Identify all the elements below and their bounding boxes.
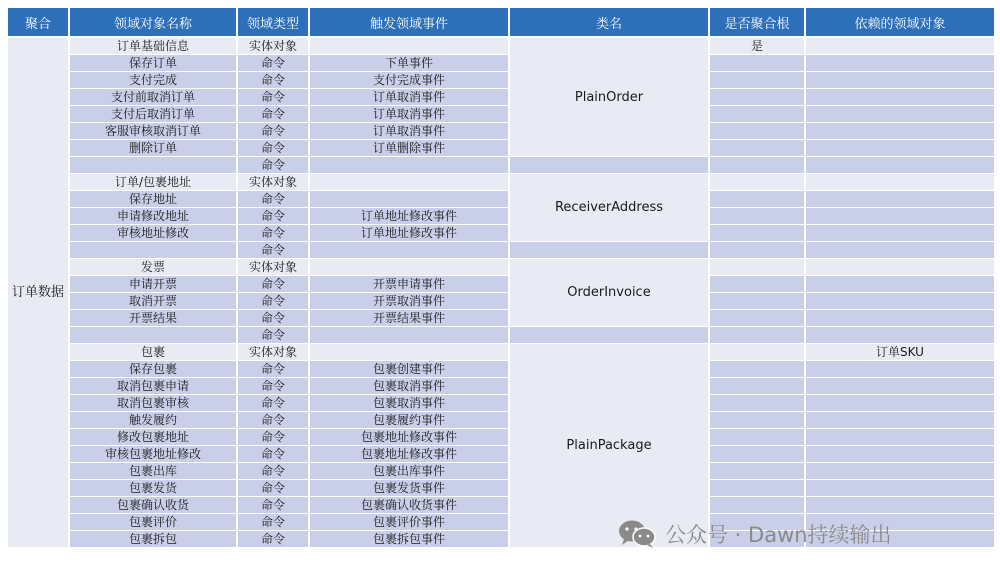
- dependency-cell: [805, 327, 995, 344]
- table-row: [7, 463, 995, 480]
- object-name-cell: 取消开票: [69, 293, 237, 310]
- is-root-cell: [709, 89, 805, 106]
- is-root-cell: [709, 412, 805, 429]
- domain-type-cell: 命令: [237, 72, 309, 89]
- object-name-cell: 支付前取消订单: [69, 89, 237, 106]
- event-cell: [309, 191, 509, 208]
- domain-type-cell: 命令: [237, 89, 309, 106]
- table-row: [7, 293, 995, 310]
- domain-type-cell: 命令: [237, 242, 309, 259]
- table-row: [7, 259, 995, 276]
- domain-type-cell: 命令: [237, 463, 309, 480]
- domain-table-container: [6, 6, 994, 548]
- table-row: [7, 480, 995, 497]
- event-cell: 支付完成事件: [309, 72, 509, 89]
- object-name-cell: 开票结果: [69, 310, 237, 327]
- aggregate-cell: 订单数据: [7, 37, 69, 548]
- domain-type-cell: 命令: [237, 480, 309, 497]
- dependency-cell: [805, 140, 995, 157]
- dependency-cell: [805, 480, 995, 497]
- event-cell: 下单事件: [309, 55, 509, 72]
- object-name-cell: 审核包裹地址修改: [69, 446, 237, 463]
- event-cell: 包裹取消事件: [309, 395, 509, 412]
- table-row: [7, 106, 995, 123]
- event-cell: 包裹取消事件: [309, 378, 509, 395]
- is-root-cell: [709, 174, 805, 191]
- object-name-cell: [69, 327, 237, 344]
- event-cell: [309, 327, 509, 344]
- event-cell: [309, 174, 509, 191]
- table-row: [7, 310, 995, 327]
- domain-type-cell: 命令: [237, 497, 309, 514]
- object-name-cell: 包裹拆包: [69, 531, 237, 548]
- event-cell: 订单地址修改事件: [309, 208, 509, 225]
- event-cell: 包裹地址修改事件: [309, 446, 509, 463]
- object-name-cell: 包裹发货: [69, 480, 237, 497]
- is-root-cell: [709, 378, 805, 395]
- dependency-cell: [805, 463, 995, 480]
- dependency-cell: [805, 37, 995, 55]
- object-name-cell: 订单基础信息: [69, 37, 237, 55]
- table-row: [7, 429, 995, 446]
- dependency-cell: [805, 395, 995, 412]
- object-name-cell: 客服审核取消订单: [69, 123, 237, 140]
- class-name-cell-empty: [509, 242, 709, 259]
- object-name-cell: 审核地址修改: [69, 225, 237, 242]
- dependency-cell: [805, 191, 995, 208]
- object-name-cell: 支付后取消订单: [69, 106, 237, 123]
- table-row: [7, 140, 995, 157]
- is-root-cell: [709, 395, 805, 412]
- event-cell: 包裹发货事件: [309, 480, 509, 497]
- is-root-cell: [709, 293, 805, 310]
- header-is-root: 是否聚合根: [709, 7, 805, 37]
- domain-type-cell: 命令: [237, 208, 309, 225]
- table-row: [7, 208, 995, 225]
- is-root-cell: [709, 72, 805, 89]
- object-name-cell: 保存包裹: [69, 361, 237, 378]
- domain-type-cell: 命令: [237, 140, 309, 157]
- table-row: [7, 446, 995, 463]
- dependency-cell: [805, 310, 995, 327]
- object-name-cell: 包裹评价: [69, 514, 237, 531]
- table-body: [7, 37, 995, 548]
- object-name-cell: 订单/包裹地址: [69, 174, 237, 191]
- is-root-cell: [709, 276, 805, 293]
- is-root-cell: [709, 225, 805, 242]
- event-cell: 包裹地址修改事件: [309, 429, 509, 446]
- event-cell: 开票申请事件: [309, 276, 509, 293]
- event-cell: 开票结果事件: [309, 310, 509, 327]
- object-name-cell: 取消包裹申请: [69, 378, 237, 395]
- is-root-cell: [709, 344, 805, 361]
- domain-object-table: [6, 6, 996, 548]
- domain-type-cell: 命令: [237, 276, 309, 293]
- is-root-cell: [709, 310, 805, 327]
- table-row: [7, 378, 995, 395]
- table-row: [7, 191, 995, 208]
- table-row: [7, 72, 995, 89]
- class-name-cell: OrderInvoice: [509, 259, 709, 327]
- object-name-cell: 修改包裹地址: [69, 429, 237, 446]
- event-cell: [309, 259, 509, 276]
- table-row: [7, 412, 995, 429]
- table-row: [7, 225, 995, 242]
- table-row: [7, 395, 995, 412]
- event-cell: 开票取消事件: [309, 293, 509, 310]
- event-cell: 订单删除事件: [309, 140, 509, 157]
- is-root-cell: [709, 429, 805, 446]
- event-cell: 包裹拆包事件: [309, 531, 509, 548]
- domain-type-cell: 命令: [237, 157, 309, 174]
- dependency-cell: 订单SKU: [805, 344, 995, 361]
- is-root-cell: [709, 140, 805, 157]
- event-cell: [309, 37, 509, 55]
- table-row: [7, 157, 995, 174]
- class-name-cell: PlainPackage: [509, 344, 709, 548]
- table-row: [7, 497, 995, 514]
- domain-type-cell: 命令: [237, 395, 309, 412]
- object-name-cell: 包裹确认收货: [69, 497, 237, 514]
- watermark-text: 公众号 · Dawn持续输出: [665, 523, 892, 547]
- wechat-icon: [617, 519, 657, 549]
- event-cell: 包裹创建事件: [309, 361, 509, 378]
- is-root-cell: 是: [709, 37, 805, 55]
- event-cell: [309, 242, 509, 259]
- domain-type-cell: 命令: [237, 225, 309, 242]
- dependency-cell: [805, 225, 995, 242]
- domain-type-cell: 命令: [237, 327, 309, 344]
- watermark: [617, 517, 892, 551]
- object-name-cell: 取消包裹审核: [69, 395, 237, 412]
- event-cell: 包裹履约事件: [309, 412, 509, 429]
- event-cell: 包裹评价事件: [309, 514, 509, 531]
- class-name-cell-empty: [509, 157, 709, 174]
- domain-type-cell: 命令: [237, 412, 309, 429]
- header-object-name: 领域对象名称: [69, 7, 237, 37]
- object-name-cell: [69, 157, 237, 174]
- dependency-cell: [805, 106, 995, 123]
- table-row: [7, 123, 995, 140]
- event-cell: 订单取消事件: [309, 123, 509, 140]
- object-name-cell: 包裹: [69, 344, 237, 361]
- table-row: [7, 174, 995, 191]
- object-name-cell: 包裹出库: [69, 463, 237, 480]
- table-row: [7, 327, 995, 344]
- is-root-cell: [709, 446, 805, 463]
- domain-type-cell: 命令: [237, 293, 309, 310]
- event-cell: 订单取消事件: [309, 106, 509, 123]
- dependency-cell: [805, 242, 995, 259]
- event-cell: 订单取消事件: [309, 89, 509, 106]
- domain-type-cell: 实体对象: [237, 259, 309, 276]
- object-name-cell: 删除订单: [69, 140, 237, 157]
- is-root-cell: [709, 106, 805, 123]
- dependency-cell: [805, 123, 995, 140]
- object-name-cell: 发票: [69, 259, 237, 276]
- domain-type-cell: 命令: [237, 514, 309, 531]
- object-name-cell: 支付完成: [69, 72, 237, 89]
- object-name-cell: 保存订单: [69, 55, 237, 72]
- class-name-cell: ReceiverAddress: [509, 174, 709, 242]
- is-root-cell: [709, 327, 805, 344]
- domain-type-cell: 命令: [237, 378, 309, 395]
- event-cell: 订单地址修改事件: [309, 225, 509, 242]
- is-root-cell: [709, 242, 805, 259]
- table-row: [7, 361, 995, 378]
- event-cell: [309, 157, 509, 174]
- event-cell: 包裹确认收货事件: [309, 497, 509, 514]
- dependency-cell: [805, 276, 995, 293]
- is-root-cell: [709, 208, 805, 225]
- header-domain-type: 领域类型: [237, 7, 309, 37]
- domain-type-cell: 命令: [237, 531, 309, 548]
- dependency-cell: [805, 89, 995, 106]
- domain-type-cell: 命令: [237, 446, 309, 463]
- object-name-cell: [69, 242, 237, 259]
- class-name-cell-empty: [509, 327, 709, 344]
- domain-type-cell: 命令: [237, 123, 309, 140]
- dependency-cell: [805, 208, 995, 225]
- domain-type-cell: 命令: [237, 429, 309, 446]
- table-row: [7, 37, 995, 55]
- domain-type-cell: 命令: [237, 361, 309, 378]
- object-name-cell: 申请修改地址: [69, 208, 237, 225]
- is-root-cell: [709, 55, 805, 72]
- table-row: [7, 276, 995, 293]
- event-cell: [309, 344, 509, 361]
- is-root-cell: [709, 497, 805, 514]
- is-root-cell: [709, 123, 805, 140]
- domain-type-cell: 命令: [237, 310, 309, 327]
- table-row: [7, 55, 995, 72]
- is-root-cell: [709, 191, 805, 208]
- dependency-cell: [805, 497, 995, 514]
- domain-type-cell: 命令: [237, 106, 309, 123]
- domain-type-cell: 实体对象: [237, 37, 309, 55]
- domain-type-cell: 命令: [237, 191, 309, 208]
- object-name-cell: 申请开票: [69, 276, 237, 293]
- table-row: [7, 242, 995, 259]
- is-root-cell: [709, 361, 805, 378]
- header-class-name: 类名: [509, 7, 709, 37]
- dependency-cell: [805, 361, 995, 378]
- dependency-cell: [805, 259, 995, 276]
- event-cell: 包裹出库事件: [309, 463, 509, 480]
- domain-type-cell: 实体对象: [237, 344, 309, 361]
- dependency-cell: [805, 174, 995, 191]
- dependency-cell: [805, 378, 995, 395]
- dependency-cell: [805, 412, 995, 429]
- header-aggregate: 聚合: [7, 7, 69, 37]
- header-row: [7, 7, 995, 37]
- is-root-cell: [709, 463, 805, 480]
- table-row: [7, 344, 995, 361]
- dependency-cell: [805, 55, 995, 72]
- dependency-cell: [805, 157, 995, 174]
- dependency-cell: [805, 293, 995, 310]
- domain-type-cell: 命令: [237, 55, 309, 72]
- dependency-cell: [805, 446, 995, 463]
- is-root-cell: [709, 157, 805, 174]
- domain-type-cell: 实体对象: [237, 174, 309, 191]
- header-event: 触发领域事件: [309, 7, 509, 37]
- class-name-cell: PlainOrder: [509, 37, 709, 157]
- dependency-cell: [805, 429, 995, 446]
- table-row: [7, 89, 995, 106]
- is-root-cell: [709, 259, 805, 276]
- object-name-cell: 保存地址: [69, 191, 237, 208]
- header-dependency: 依赖的领域对象: [805, 7, 995, 37]
- dependency-cell: [805, 72, 995, 89]
- is-root-cell: [709, 480, 805, 497]
- object-name-cell: 触发履约: [69, 412, 237, 429]
